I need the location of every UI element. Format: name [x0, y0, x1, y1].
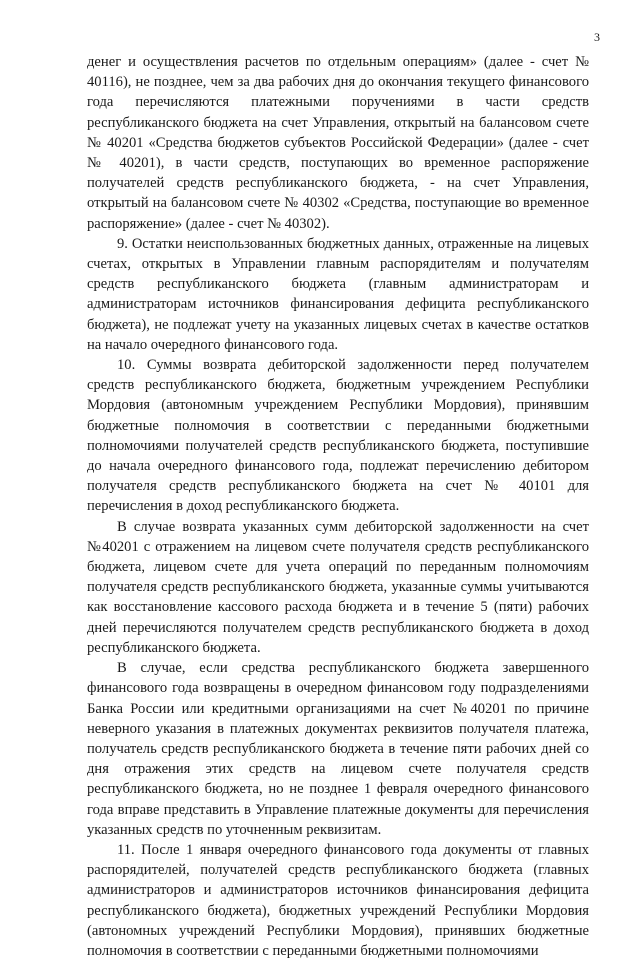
paragraph-9: 9. Остатки неиспользованных бюджетных данных, отраженные на лицевых счетах, открытых в Управлении главным распорядителям и получателям средств республиканского бюджета (главным администраторам и администраторам источников финансирования дефицита республиканского бюджета), не подлежат учету на указанных лицевых счетах в качестве остатков на начало очередного финансового года.	[87, 235, 589, 353]
paragraph-continuation: денег и осуществления расчетов по отдельным операциям» (далее - счет № 40116), не позднее, чем за два рабочих дня до окончания текущего финансового года перечисляются платежными поручениями в части средств республиканского бюджета на счет Управления, открытый на балансовом счете № 40201 «Средства бюджетов субъектов Российской Федерации» (далее - счет № 40201), в части средств, поступающих во временное распоряжение получателей средств республиканского бюджета, - на счет Управления, открытый на балансовом счете № 40302 «Средства, поступающие во временное распоряжение» (далее - счет № 40302).	[87, 54, 589, 232]
paragraph-10-return-case: В случае возврата указанных сумм дебиторской задолженности на счет №40201 с отражением на лицевом счете получателя средств республиканского бюджета, лицевом счете для учета операций по переданным полномочиям получателя средств республиканского бюджета, указанные суммы учитываются как восстановление кассового расхода бюджета и в течение 5 (пяти) рабочих дней перечисляются получателем средств республиканского бюджета в доход республиканского бюджета.	[87, 518, 589, 656]
page-number: 3	[594, 30, 600, 44]
document-body	[87, 52, 589, 961]
paragraph-10: 10. Суммы возврата дебиторской задолженности перед получателем средств республиканского бюджета, бюджетным учреждением Республики Мордовия (автономным учреждением Республики Мордовия), принявшим бюджетные полномочия в соответствии с переданными бюджетными полномочиями получателей средств республиканского бюджета, поступившие до начала очередного финансового года, подлежат перечислению дебитором получателя средств республиканского бюджета на счет № 40101 для перечисления в доход республиканского бюджета.	[87, 357, 589, 515]
paragraph-10-bank-return-case: В случае, если средства республиканского бюджета завершенного финансового года возвращены в очередном финансовом году подразделениями Банка России или кредитными организациями на счет №40201 по причине неверного указания в платежных документах реквизитов получателя платежа, получатель средств республиканского бюджета в течение пяти рабочих дней со дня отражения этих средств на лицевом счете получателя средств республиканского бюджета, но не позднее 1 февраля очередного финансового года вправе представить в Управление платежные документы для перечисления указанных средств по уточненным реквизитам.	[87, 660, 589, 838]
paragraph-11: 11. После 1 января очередного финансового года документы от главных распорядителей, получателей средств республиканского бюджета (главных администраторов и администраторов источников финансирования дефицита республиканского бюджета), бюджетных учреждений Республики Мордовия (автономных учреждений Республики Мордовия), принявших бюджетные полномочия в соответствии с переданными бюджетными полномочиями	[87, 841, 589, 959]
